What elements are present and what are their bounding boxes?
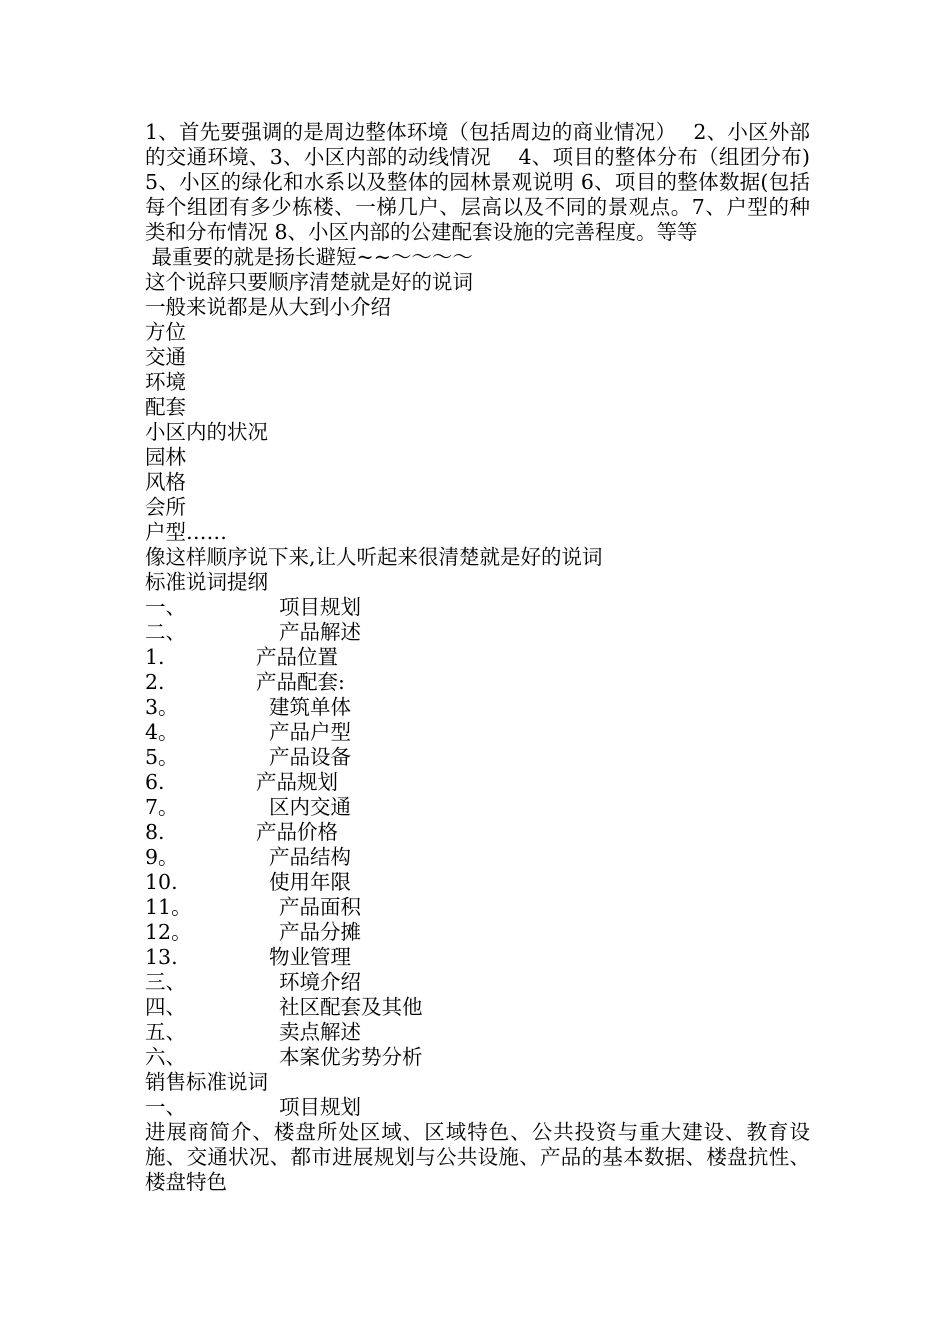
outline-item-text: 产品结构 <box>269 845 351 869</box>
order-item: 方位 <box>145 320 186 344</box>
sales-title: 销售标准说词 <box>145 1070 268 1094</box>
outline-item-text: 产品设备 <box>269 745 351 769</box>
outline-item-num: 10. <box>145 870 178 894</box>
outline-item <box>145 795 810 820</box>
order-item: 户型…… <box>145 520 227 544</box>
outline-item-num: 二、 <box>145 620 186 644</box>
outline-item-num: 1. <box>145 645 165 669</box>
outline-item-num: 一、 <box>145 595 186 619</box>
outline-item-text: 卖点解述 <box>279 1020 361 1044</box>
emphasis-line: 最重要的就是扬长避短~~～～～～ <box>145 245 473 269</box>
outline-item-text: 产品配套: <box>256 670 345 694</box>
intro-line-2: 一般来说都是从大到小介绍 <box>145 295 391 319</box>
sales-paragraph: 进展商简介、楼盘所处区域、区域特色、公共投资与重大建设、教育设施、交通状况、都市进展规划与公共设施、产品的基本数据、楼盘抗性、楼盘特色 <box>145 1120 810 1194</box>
outline-item-text: 产品位置 <box>256 645 338 669</box>
order-item: 会所 <box>145 495 186 519</box>
outline-item <box>145 995 810 1020</box>
outline-item-num: 5。 <box>145 745 179 769</box>
outline-item <box>145 770 810 795</box>
outline-item <box>145 1020 810 1045</box>
outline-item-num: 三、 <box>145 970 186 994</box>
outline-item-num: 4。 <box>145 720 179 744</box>
outline-item-num: 11。 <box>145 895 192 919</box>
outline-item-text: 产品户型 <box>269 720 351 744</box>
order-item: 环境 <box>145 370 186 394</box>
outline-item-num: 2. <box>145 670 165 694</box>
outline-item <box>145 920 810 945</box>
outline-item-num: 五、 <box>145 1020 186 1044</box>
outline-item-text: 产品规划 <box>256 770 338 794</box>
outline-item-text: 产品解述 <box>279 620 361 644</box>
outline-title: 标准说词提纲 <box>145 570 268 594</box>
outline-item <box>145 820 810 845</box>
outline-item-num: 7。 <box>145 795 179 819</box>
outline-item-text: 建筑单体 <box>269 695 351 719</box>
outline-item-text: 产品面积 <box>279 895 361 919</box>
outline-item-text: 社区配套及其他 <box>279 995 423 1019</box>
outline-item-num: 四、 <box>145 995 186 1019</box>
outline-item-num: 6. <box>145 770 165 794</box>
conclusion-line: 像这样顺序说下来,让人听起来很清楚就是好的说词 <box>145 545 603 569</box>
outline-item <box>145 745 810 770</box>
outline-item-num: 13. <box>145 945 178 969</box>
outline-item-text: 区内交通 <box>269 795 351 819</box>
intro-line-1: 这个说辞只要顺序清楚就是好的说词 <box>145 270 473 294</box>
outline-item <box>145 720 810 745</box>
sales-section-num: 一、 <box>145 1095 186 1119</box>
outline-item-text: 使用年限 <box>269 870 351 894</box>
outline-item <box>145 845 810 870</box>
order-item: 园林 <box>145 445 186 469</box>
outline-item <box>145 970 810 995</box>
outline-item-text: 环境介绍 <box>279 970 361 994</box>
outline-item-text: 产品分摊 <box>279 920 361 944</box>
outline-item <box>145 695 810 720</box>
outline-item-num: 12。 <box>145 920 192 944</box>
outline-item <box>145 945 810 970</box>
outline-item <box>145 1045 810 1070</box>
outline-item <box>145 895 810 920</box>
outline-item-num: 8. <box>145 820 165 844</box>
order-item: 交通 <box>145 345 186 369</box>
outline-item <box>145 595 810 620</box>
outline-item-text: 物业管理 <box>269 945 351 969</box>
outline-item <box>145 670 810 695</box>
sales-section-text: 项目规划 <box>279 1095 361 1119</box>
outline-item-text: 本案优劣势分析 <box>279 1045 423 1069</box>
outline-item <box>145 645 810 670</box>
outline-item <box>145 870 810 895</box>
document-page <box>145 120 810 1195</box>
outline-item-text: 项目规划 <box>279 595 361 619</box>
sales-section-heading <box>145 1095 810 1120</box>
outline-item-num: 六、 <box>145 1045 186 1069</box>
order-item: 小区内的状况 <box>145 420 268 444</box>
outline-item-text: 产品价格 <box>256 820 338 844</box>
order-item: 风格 <box>145 470 186 494</box>
order-item: 配套 <box>145 395 186 419</box>
outline-item <box>145 620 810 645</box>
intro-paragraph: 1、首先要强调的是周边整体环境（包括周边的商业情况） 2、小区外部的交通环境、3、小区内部的动线情况 4、项目的整体分布（组团分布)5、小区的绿化和水系以及整体的园林景观说明 6、项目的整体数据(包括每个组团有多少栋楼、一梯几户、层高以及不同的景观点。7、户型的种类和分布情况 8、小区内部的公建配套设施的完善程度。等等 <box>145 120 810 244</box>
outline-item-num: 9。 <box>145 845 179 869</box>
outline-item-num: 3。 <box>145 695 179 719</box>
